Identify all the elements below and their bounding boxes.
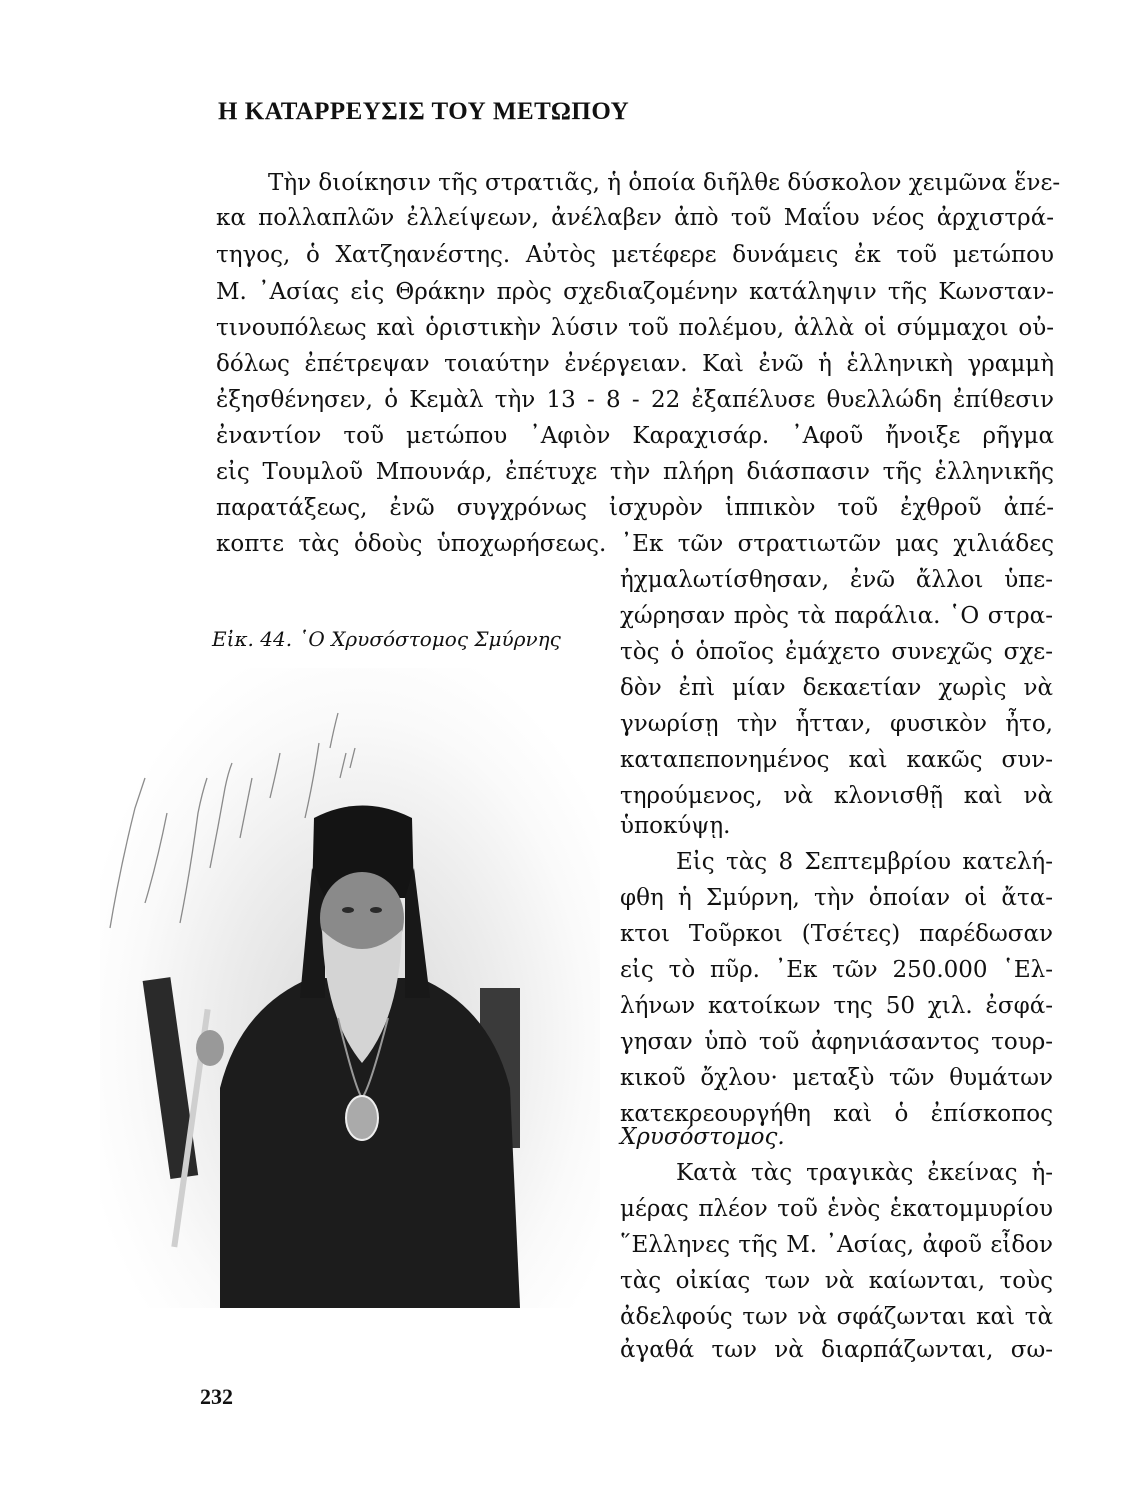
paragraph3-line: τὰς οἰκίας των νὰ καίωνται, τοὺς <box>620 1268 1053 1294</box>
paragraph2-line: φθη ἡ Σμύρνη, τὴν ὁποίαν οἱ ἄτα- <box>620 885 1053 911</box>
column-line: ὑποκύψῃ. <box>620 813 731 839</box>
paragraph1-line: τινουπόλεως καὶ ὁριστικὴν λύσιν τοῦ πολέμου, ἀλλὰ οἱ σύμμαχοι οὐ- <box>216 315 1054 341</box>
paragraph1-line: Τὴν διοίκησιν τῆς στρατιᾶς, ἡ ὁποία διῆλθε δύσκολον χειμῶνα ἕνε- <box>268 170 1061 196</box>
portrait-photograph <box>100 668 600 1308</box>
column-line: ἠχμαλωτίσθησαν, ἐνῶ ἄλλοι ὑπε- <box>620 567 1053 593</box>
page-number: 232 <box>200 1384 233 1409</box>
paragraph1-line: δόλως ἐπέτρεψαν τοιαύτην ἐνέργειαν. Καὶ ἐνῶ ἡ ἑλληνικὴ γραμμὴ <box>216 351 1054 377</box>
paragraph1-line: Μ. ᾿Ασίας εἰς Θράκην πρὸς σχεδιαζομένην κατάληψιν τῆς Κωνσταν- <box>216 279 1054 305</box>
paragraph1-line: ἐναντίον τοῦ μετώπου ᾿Αφιὸν Καραχισάρ. ᾿Αφοῦ ἤνοιξε ρῆγμα <box>216 423 1054 449</box>
paragraph2-line: Εἰς τὰς 8 Σεπτεμβρίου κατελή- <box>676 849 1053 875</box>
chapter-heading: Η ΚΑΤΑΡΡΕΥΣΙΣ ΤΟΥ ΜΕΤΩΠΟΥ <box>218 98 630 125</box>
paragraph2-line: κικοῦ ὄχλου· μεταξὺ τῶν θυμάτων <box>620 1065 1053 1091</box>
column-line: τηρούμενος, νὰ κλονισθῇ καὶ νὰ <box>620 783 1053 809</box>
paragraph3-line: Κατὰ τὰς τραγικὰς ἐκείνας ἡ- <box>676 1160 1053 1186</box>
paragraph2-line: Χρυσόστομος. <box>620 1124 785 1150</box>
paragraph1-line: τηγος, ὁ Χατζηανέστης. Αὐτὸς μετέφερε δυνάμεις ἐκ τοῦ μετώπου <box>216 242 1054 268</box>
column-line: χώρησαν πρὸς τὰ παράλια. ῾Ο στρα- <box>620 603 1053 629</box>
paragraph1-line: κοπτε τὰς ὁδοὺς ὑποχωρήσεως. ᾿Εκ τῶν στρατιωτῶν μας χιλιάδες <box>216 531 1054 557</box>
column-line: τὸς ὁ ὁποῖος ἐμάχετο συνεχῶς σχε- <box>620 639 1053 665</box>
paragraph1-line: ἐξησθένησεν, ὁ Κεμὰλ τὴν 13 - 8 - 22 ἐξαπέλυσε θυελλώδη ἐπίθεσιν <box>216 387 1054 413</box>
column-line: γνωρίσῃ τὴν ἧτταν, φυσικὸν ἦτο, <box>620 711 1053 737</box>
paragraph1-line: παρατάξεως, ἐνῶ συγχρόνως ἰσχυρὸν ἱππικὸν τοῦ ἐχθροῦ ἀπέ- <box>216 495 1054 521</box>
paragraph2-line: εἰς τὸ πῦρ. ᾿Εκ τῶν 250.000 ῾Ελ- <box>620 957 1053 983</box>
column-line: καταπεπονημένος καὶ κακῶς συν- <box>620 747 1053 773</box>
paragraph2-line: γησαν ὑπὸ τοῦ ἀφηνιάσαντος τουρ- <box>620 1029 1053 1055</box>
portrait-photograph-icon <box>100 668 600 1308</box>
paragraph2-line: λήνων κατοίκων της 50 χιλ. ἐσφά- <box>620 993 1053 1019</box>
paragraph3-line: ἀγαθά των νὰ διαρπάζωνται, σω- <box>620 1337 1053 1363</box>
paragraph3-line: ἀδελφούς των νὰ σφάζωνται καὶ τὰ <box>620 1304 1053 1330</box>
paragraph1-line: κα πολλαπλῶν ἐλλείψεων, ἀνέλαβεν ἀπὸ τοῦ Μαΐου νέος ἀρχιστρά- <box>216 205 1054 231</box>
paragraph3-line: ῞Ελληνες τῆς Μ. ᾿Ασίας, ἀφοῦ εἶδον <box>620 1232 1053 1258</box>
paragraph2-line: κτοι Τοῦρκοι (Τσέτες) παρέδωσαν <box>620 921 1053 947</box>
column-line: δὸν ἐπὶ μίαν δεκαετίαν χωρὶς νὰ <box>620 675 1053 701</box>
paragraph3-line: μέρας πλέον τοῦ ἑνὸς ἑκατομμυρίου <box>620 1196 1053 1222</box>
paragraph2-line: κατεκρεουργήθη καὶ ὁ ἐπίσκοπος <box>620 1101 1053 1127</box>
figure-caption: Εἰκ. 44. ῾Ο Χρυσόστομος Σμύρνης <box>212 627 561 651</box>
paragraph1-line: εἰς Τουμλοῦ Μπουνάρ, ἐπέτυχε τὴν πλήρη διάσπασιν τῆς ἑλληνικῆς <box>216 459 1054 485</box>
